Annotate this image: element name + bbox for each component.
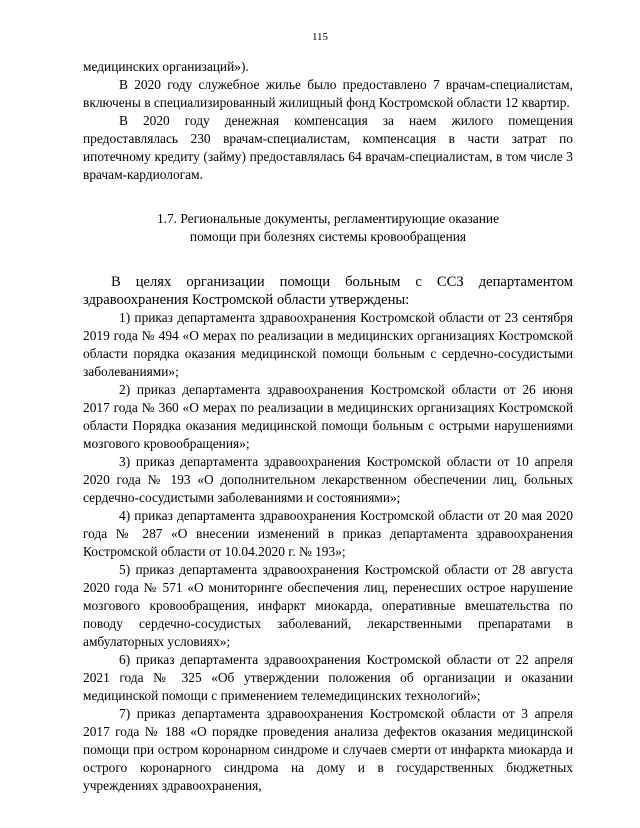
list-item: 4) приказ департамента здравоохранения Костромской области от 20 мая 2020 года № 287 «О внесении изменений в приказ департамента здравоохранения Костромской области от 10.04.2020 г. № 193»; xyxy=(83,508,573,559)
section-heading-line-1: 1.7. Региональные документы, регламентирующие оказание xyxy=(156,211,500,226)
page-number: 115 xyxy=(311,31,329,43)
list-item: 1) приказ департамента здравоохранения Костромской области от 23 сентября 2019 года № 494 «О мерах по реализации в медицинских организациях Костромской области порядка оказания медицинской помощи больным с сердечно-сосудистыми заболеваниями»; xyxy=(83,310,573,379)
section-heading xyxy=(83,210,573,246)
paragraph-housing: В 2020 году служебное жилье было предоставлено 7 врачам-специалистам, включены в специализированный жилищный фонд Костромской области 12 квартир. xyxy=(83,77,573,110)
list-item: 2) приказ департамента здравоохранения Костромской области от 26 июня 2017 года № 360 «О мерах по реализации в медицинских организациях Костромской области Порядка оказания медицинской помощи больным с острыми нарушениями мозгового кровообращения»; xyxy=(83,382,573,451)
list-item: 5) приказ департамента здравоохранения Костромской области от 28 августа 2020 года № 571 «О мониторинге обеспечения лиц, перенесших острое нарушение мозгового кровообращения, инфаркт миокарда, оперативные вмешательства по поводу сердечно-сосудистых заболеваний, лекарственными препаратами в амбулаторных условиях»; xyxy=(83,562,573,649)
paragraph-intro: В целях организации помощи больным с ССЗ департаментом здравоохранения Костромской области утверждены: xyxy=(83,274,573,308)
list-item: 6) приказ департамента здравоохранения Костромской области от 22 апреля 2021 года № 325 «Об утверждении положения об организации и оказании медицинской помощи с применением телемедицинских технологий»; xyxy=(83,652,573,703)
list-item: 3) приказ департамента здравоохранения Костромской области от 10 апреля 2020 года № 193 «О дополнительном лекарственном обеспечении лиц, больных сердечно-сосудистыми заболеваниями и состояниями»; xyxy=(83,454,573,505)
section-heading-line-2: помощи при болезнях системы кровообращения xyxy=(189,229,467,244)
paragraph-compensation: В 2020 году денежная компенсация за наем жилого помещения предоставлялась 230 врачам-специалистам, компенсация в части затрат по ипотечному кредиту (займу) предоставлялась 64 врачам-специалистам, в том числе 3 врачам-кардиологам. xyxy=(83,113,573,182)
paragraph-continuation: медицинских организаций»). xyxy=(83,59,249,74)
list-item: 7) приказ департамента здравоохранения Костромской области от 3 апреля 2017 года № 188 «О порядке проведения анализа дефектов оказания медицинской помощи при остром коронарном синдроме и случаев смерти от инфаркта миокарда и острого коронарного синдрома на дому и в государственных бюджетных учреждениях здравоохранения, xyxy=(83,706,573,793)
document-body xyxy=(83,58,573,795)
